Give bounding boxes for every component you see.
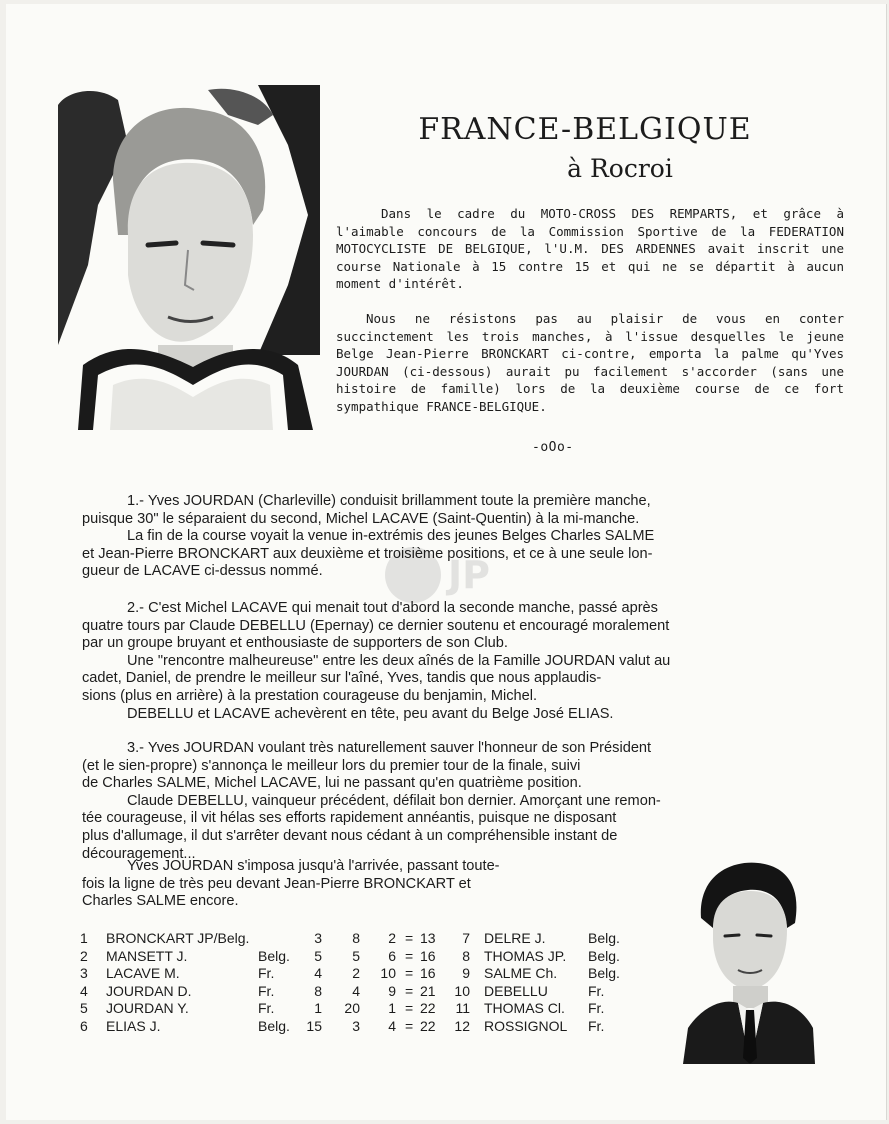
nationality-right: Fr. <box>588 1000 605 1017</box>
nationality: Fr. <box>258 965 275 982</box>
heat-1-points: 1 <box>314 1000 322 1017</box>
rider-name-right: THOMAS JP. <box>484 947 567 964</box>
intro-paragraph-2: Nous ne résistons pas au plaisir de vous en conter succinctement les trois manches, à l'issue desquelles le jeune Belge Jean-Pierre BRONCKART ci-contre, emporta la palme qu'Yves JOURDAN (ci-dessous) aurait pu facilement s'accorder (sans une histoire de famille) lors de la deuxième course de ce fort sympathique FRANCE-BELGIQUE. <box>336 311 844 414</box>
total-points: 13 <box>420 930 436 946</box>
section-1-line: et Jean-Pierre BRONCKART aux deuxième et troisième positions, et ce à une seule lon- <box>82 545 653 562</box>
portrait-bronckart-photo <box>58 85 320 430</box>
heat-1-points: 5 <box>314 947 322 964</box>
svg-text:JP: JP <box>448 553 490 597</box>
rank-right: 12 <box>454 1017 470 1034</box>
heat-3-points: 10 <box>380 965 396 982</box>
section-2-line: sions (plus en arrière) à la prestation courageuse du benjamin, Michel. <box>82 687 538 704</box>
rider-name-right: DELRE J. <box>484 930 546 946</box>
section-1-line: gueur de LACAVE ci-dessus nommé. <box>82 563 323 580</box>
rider-name: ELIAS J. <box>106 1017 161 1034</box>
section-3-line: découragement... <box>82 845 196 862</box>
rank-right: 8 <box>462 947 470 964</box>
section-3-line: Claude DEBELLU, vainqueur précédent, défilait bon dernier. Amorçant une remon- <box>127 792 661 809</box>
nationality-right: Belg. <box>588 947 620 964</box>
section-2-line: quatre tours par Claude DEBELLU (Epernay) ce dernier soutenu et encouragé moralement <box>82 617 670 634</box>
rider-name-right: THOMAS Cl. <box>484 1000 565 1017</box>
section-separator: -oOo- <box>532 440 574 455</box>
heat-3-points: 1 <box>388 1000 396 1017</box>
nationality-right: Belg. <box>588 930 620 946</box>
rank: 5 <box>80 1000 88 1017</box>
rider-name: BRONCKART JP/Belg. <box>106 930 250 946</box>
nationality-right: Fr. <box>588 1017 605 1034</box>
heat-1-points: 4 <box>314 965 322 982</box>
equals-sign: = <box>405 982 414 999</box>
rank: 4 <box>80 982 88 999</box>
final-line: Charles SALME encore. <box>82 893 239 910</box>
section-1-line: 1.- Yves JOURDAN (Charleville) conduisit brillamment toute la première manche, <box>127 493 651 509</box>
rank-right: 7 <box>462 930 470 946</box>
nationality: Belg. <box>258 947 290 964</box>
heat-3-points: 6 <box>388 947 396 964</box>
intro-paragraph-1: Dans le cadre du MOTO-CROSS DES REMPARTS, et grâce à l'aimable concours de la Commission Sportive de la FEDERATION MOTOCYCLISTE DE BELGIQUE, l'U.M. DES ARDENNES avait inscrit une course Nationale à 15 contre 15 et qui ne se départit à aucun moment d'intérêt. <box>336 206 844 291</box>
rider-name-right: ROSSIGNOL <box>484 1017 568 1034</box>
equals-sign: = <box>405 930 414 946</box>
section-1-line: puisque 30" le séparaient du second, Michel LACAVE (Saint-Quentin) à la mi-manche. <box>82 510 640 527</box>
heat-3-points: 2 <box>388 930 396 946</box>
rank-right: 11 <box>455 1000 470 1017</box>
section-3-line: de Charles SALME, Michel LACAVE, lui ne passant qu'en quatrième position. <box>82 775 582 792</box>
rider-name-right: DEBELLU <box>484 982 548 999</box>
section-3-paragraph <box>82 740 838 863</box>
total-points: 22 <box>420 1000 436 1017</box>
section-3-line: tée courageuse, il vit hélas ses efforts rapidement annéantis, puisque ne disposant <box>82 810 617 827</box>
heat-1-points: 3 <box>314 930 322 946</box>
rank-right: 9 <box>462 965 470 982</box>
portrait-jourdan-photo <box>683 858 815 1064</box>
final-paragraph <box>82 858 622 911</box>
equals-sign: = <box>405 947 414 964</box>
rider-name: LACAVE M. <box>106 965 180 982</box>
section-2-line: par un groupe bruyant et enthousiaste de supporters de son Club. <box>82 635 508 652</box>
equals-sign: = <box>405 1000 414 1017</box>
rank: 1 <box>80 930 88 946</box>
section-1-line: La fin de la course voyait la venue in-extrémis des jeunes Belges Charles SALME <box>127 528 655 545</box>
total-points: 16 <box>420 965 436 982</box>
heat-2-points: 5 <box>352 947 360 964</box>
section-3-line: 3.- Yves JOURDAN voulant très naturellement sauver l'honneur de son Président <box>127 740 652 756</box>
rider-name: JOURDAN D. <box>106 982 192 999</box>
total-points: 16 <box>420 947 436 964</box>
heat-2-points: 2 <box>352 965 360 982</box>
rank: 2 <box>80 947 88 964</box>
rank-right: 10 <box>454 982 470 999</box>
rank: 3 <box>80 965 88 982</box>
rider-name-right: SALME Ch. <box>484 965 558 982</box>
section-3-line: (et le sien-propre) s'annonça le meilleur lors du premier tour de la finale, suivi <box>82 757 581 774</box>
section-2-line: 2.- C'est Michel LACAVE qui menait tout d'abord la seconde manche, passé après <box>127 600 658 616</box>
nationality: Fr. <box>258 1000 275 1017</box>
nationality-right: Belg. <box>588 965 620 982</box>
section-2-paragraph <box>82 600 838 723</box>
section-3-line: plus d'allumage, il dut s'arrêter devant nous cédant à un compréhensible instant de <box>82 827 618 844</box>
equals-sign: = <box>405 965 414 982</box>
heat-2-points: 20 <box>344 1000 360 1017</box>
final-line: fois la ligne de très peu devant Jean-Pierre BRONCKART et <box>82 875 471 892</box>
heat-1-points: 8 <box>314 982 322 999</box>
equals-sign: = <box>405 1017 414 1034</box>
article-subtitle: à Rocroi <box>567 154 673 183</box>
heat-3-points: 4 <box>388 1017 396 1034</box>
total-points: 22 <box>420 1017 436 1034</box>
nationality-right: Fr. <box>588 982 605 999</box>
heat-2-points: 3 <box>352 1017 360 1034</box>
rank: 6 <box>80 1017 88 1034</box>
heat-2-points: 8 <box>352 930 360 946</box>
section-2-line: Une "rencontre malheureuse" entre les deux aînés de la Famille JOURDAN valut au <box>127 652 671 669</box>
section-2-line: DEBELLU et LACAVE achevèrent en tête, peu avant du Belge José ELIAS. <box>127 705 614 722</box>
heat-1-points: 15 <box>306 1017 322 1034</box>
rider-name: JOURDAN Y. <box>106 1000 189 1017</box>
heat-2-points: 4 <box>352 982 360 999</box>
heat-3-points: 9 <box>388 982 396 999</box>
nationality: Fr. <box>258 982 275 999</box>
nationality: Belg. <box>258 1017 290 1034</box>
article-title: FRANCE-BELGIQUE <box>418 112 752 147</box>
final-line: Yves JOURDAN s'imposa jusqu'à l'arrivée, passant toute- <box>127 858 500 874</box>
rider-name: MANSETT J. <box>106 947 188 964</box>
section-1-paragraph <box>82 493 838 581</box>
section-2-line: cadet, Daniel, de prendre le meilleur sur l'aîné, Yves, tandis que nous applaudis- <box>82 670 602 687</box>
total-points: 21 <box>420 982 436 999</box>
